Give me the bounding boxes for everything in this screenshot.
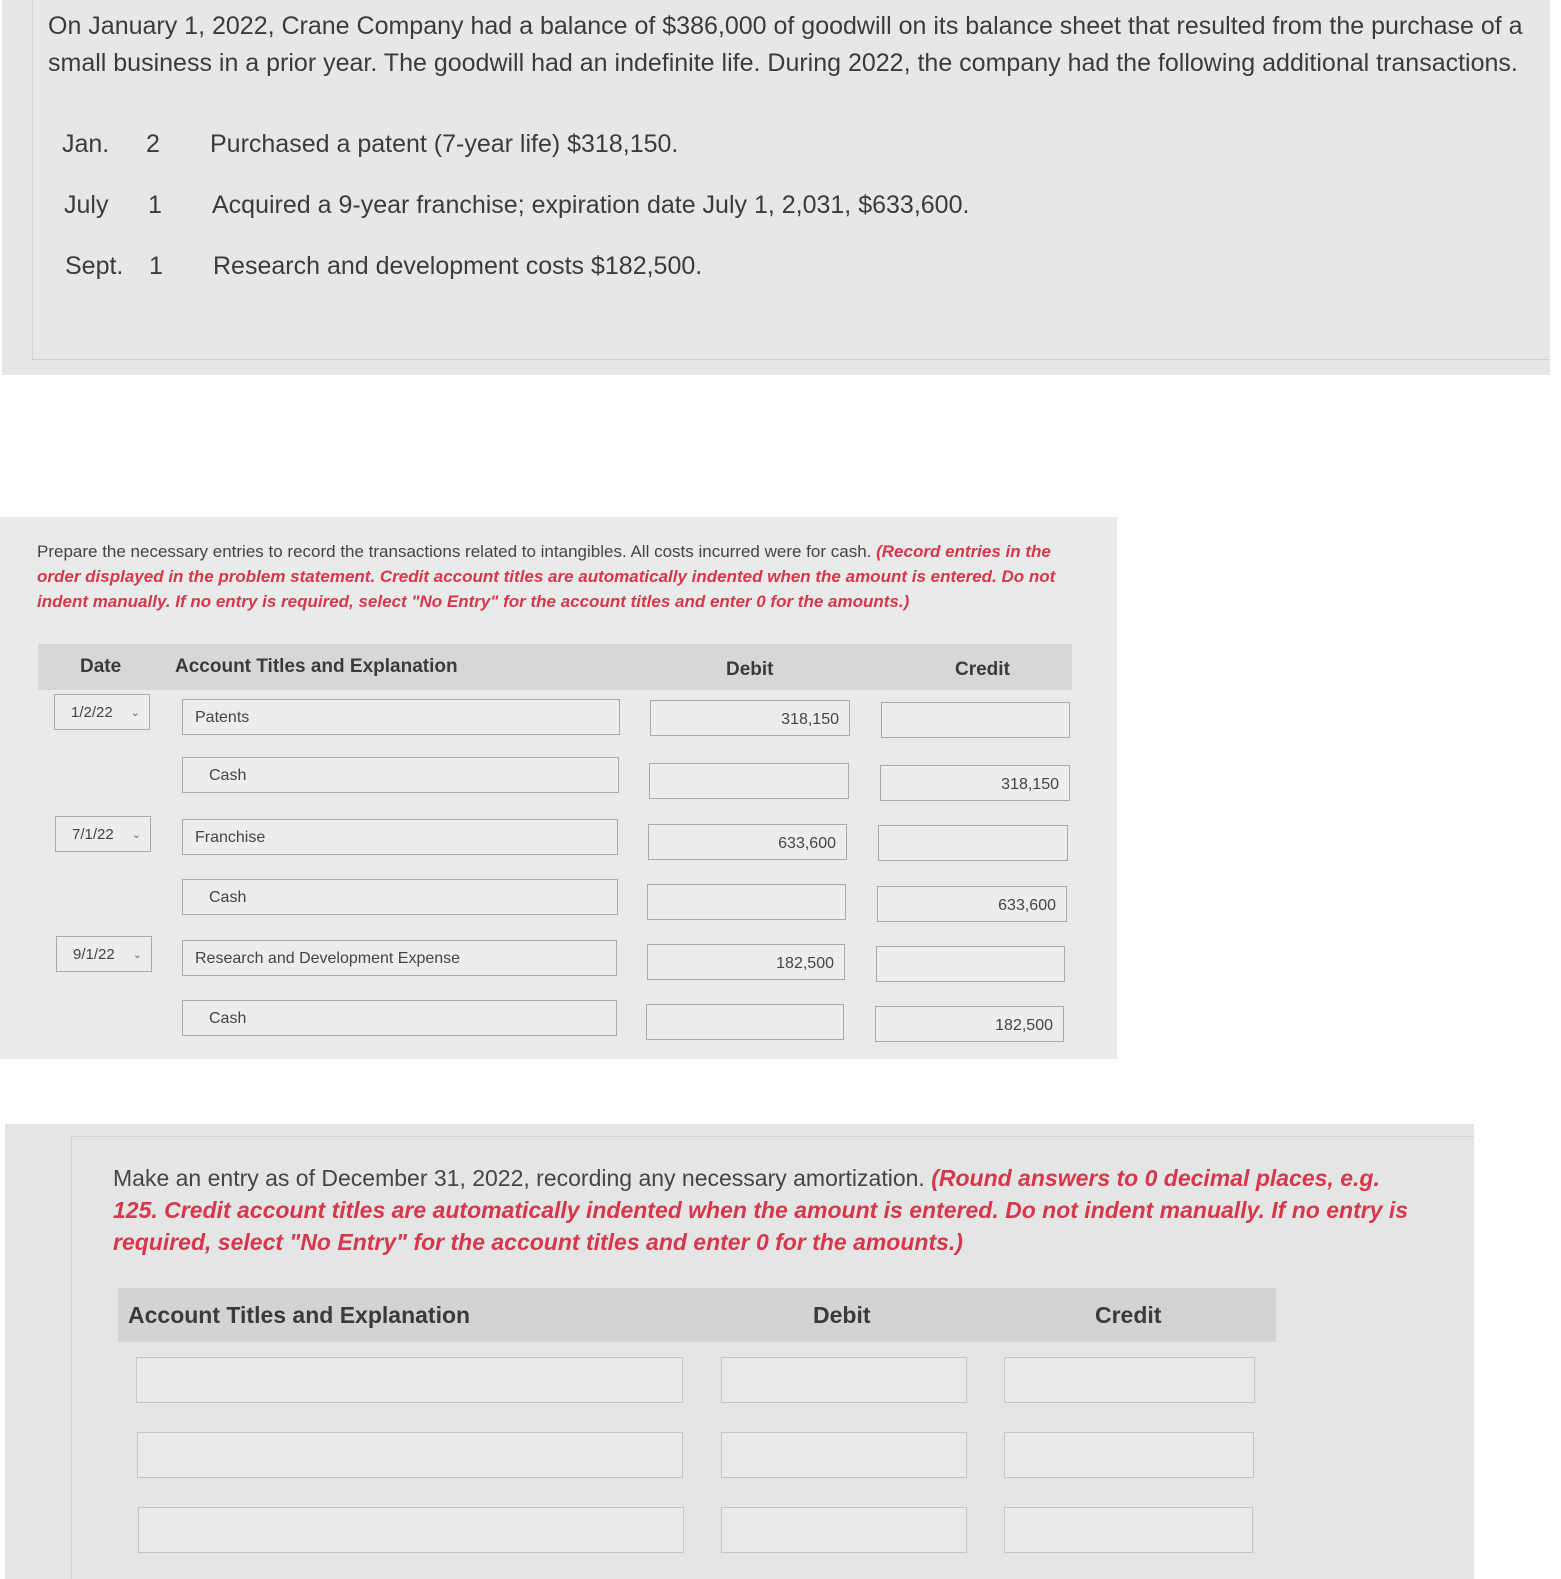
date-select-value: 1/2/22: [71, 704, 113, 721]
credit-amount-field[interactable]: 318,150: [880, 765, 1070, 801]
debit-column-header: Debit: [726, 659, 774, 680]
date-select[interactable]: [54, 694, 150, 730]
transaction-month: Jan.: [62, 130, 110, 158]
transaction-day: 1: [148, 191, 162, 219]
credit-amount-field[interactable]: [881, 702, 1070, 738]
amortization-panel: [5, 1124, 1474, 1579]
credit-amount-field[interactable]: [878, 825, 1068, 861]
account-title-field[interactable]: Cash: [182, 1000, 617, 1036]
instructions-text: Prepare the necessary entries to record the transactions related to intangibles. All costs incurred were for cash.: [37, 542, 872, 561]
entries-table-header: [38, 644, 1072, 690]
credit-column-header: Credit: [1095, 1302, 1162, 1328]
account-title-field[interactable]: Cash: [182, 879, 618, 915]
credit-amount-field[interactable]: [1004, 1432, 1254, 1478]
credit-amount-field[interactable]: [876, 946, 1065, 982]
debit-amount-field[interactable]: 182,500: [647, 944, 845, 980]
debit-amount-field[interactable]: [649, 763, 849, 799]
credit-amount-field[interactable]: [1004, 1357, 1255, 1403]
transaction-description: Purchased a patent (7-year life) $318,150.: [210, 130, 679, 158]
credit-amount-field[interactable]: [1004, 1507, 1253, 1553]
date-select[interactable]: [55, 816, 151, 852]
instructions-note: (Record entries in the order displayed in the problem statement. Credit account titles are automatically indented when the amount is entered. Do not indent manually. If no entry is required, select "No Entry" for the account titles and enter 0 for the amounts.): [37, 542, 1056, 611]
transaction-day: 2: [146, 130, 160, 158]
transaction-month: July: [64, 191, 109, 219]
account-title-field[interactable]: [136, 1357, 683, 1403]
instructions-text: Make an entry as of December 31, 2022, recording any necessary amortization.: [113, 1165, 925, 1191]
debit-amount-field[interactable]: [721, 1507, 967, 1553]
account-title-field[interactable]: [138, 1507, 684, 1553]
problem-intro-text: On January 1, 2022, Crane Company had a balance of $386,000 of goodwill on its balance sheet that resulted from the purchase of a small business in a prior year. The goodwill had an indefinite life. During 2022, the company had the following additional transactions.: [48, 12, 1523, 77]
transaction-month: Sept.: [65, 252, 124, 280]
amortization-instructions: [113, 1162, 1413, 1258]
chevron-down-icon: ⌄: [131, 829, 141, 841]
debit-amount-field[interactable]: [721, 1357, 967, 1403]
transaction-day: 1: [149, 252, 163, 280]
instructions-note: (Round answers to 0 decimal places, e.g. 125. Credit account titles are automatically indented when the amount is entered. Do not indent manually. If no entry is required, select "No Entry" for the account titles and enter 0 for the amounts.): [113, 1165, 1409, 1255]
account-title-field[interactable]: [137, 1432, 683, 1478]
account-title-field[interactable]: Cash: [182, 757, 619, 793]
problem-statement-panel: [2, 0, 1550, 375]
transaction-description: Research and development costs $182,500.: [213, 252, 703, 280]
debit-column-header: Debit: [813, 1302, 871, 1328]
credit-amount-field[interactable]: 182,500: [875, 1006, 1064, 1042]
entries-instructions: [37, 539, 1077, 614]
debit-amount-field[interactable]: 633,600: [648, 824, 847, 860]
account-title-field[interactable]: Research and Development Expense: [182, 940, 617, 976]
credit-column-header: Credit: [955, 659, 1010, 680]
date-select[interactable]: [56, 936, 152, 972]
debit-amount-field[interactable]: [647, 884, 846, 920]
chevron-down-icon: ⌄: [132, 949, 142, 961]
journal-entries-panel: [0, 517, 1117, 1059]
account-column-header: Account Titles and Explanation: [175, 656, 458, 677]
account-title-field[interactable]: Patents: [182, 699, 620, 735]
date-select-value: 9/1/22: [73, 946, 115, 963]
transaction-description: Acquired a 9-year franchise; expiration date July 1, 2,031, $633,600.: [212, 191, 970, 219]
date-select-value: 7/1/22: [72, 826, 114, 843]
date-column-header: Date: [80, 656, 122, 677]
debit-amount-field[interactable]: [721, 1432, 967, 1478]
debit-amount-field[interactable]: 318,150: [650, 700, 850, 736]
debit-amount-field[interactable]: [646, 1004, 844, 1040]
account-column-header: Account Titles and Explanation: [128, 1302, 471, 1328]
credit-amount-field[interactable]: 633,600: [877, 886, 1067, 922]
account-title-field[interactable]: Franchise: [182, 819, 618, 855]
amortization-table-header: [118, 1288, 1276, 1342]
chevron-down-icon: ⌄: [130, 707, 140, 719]
